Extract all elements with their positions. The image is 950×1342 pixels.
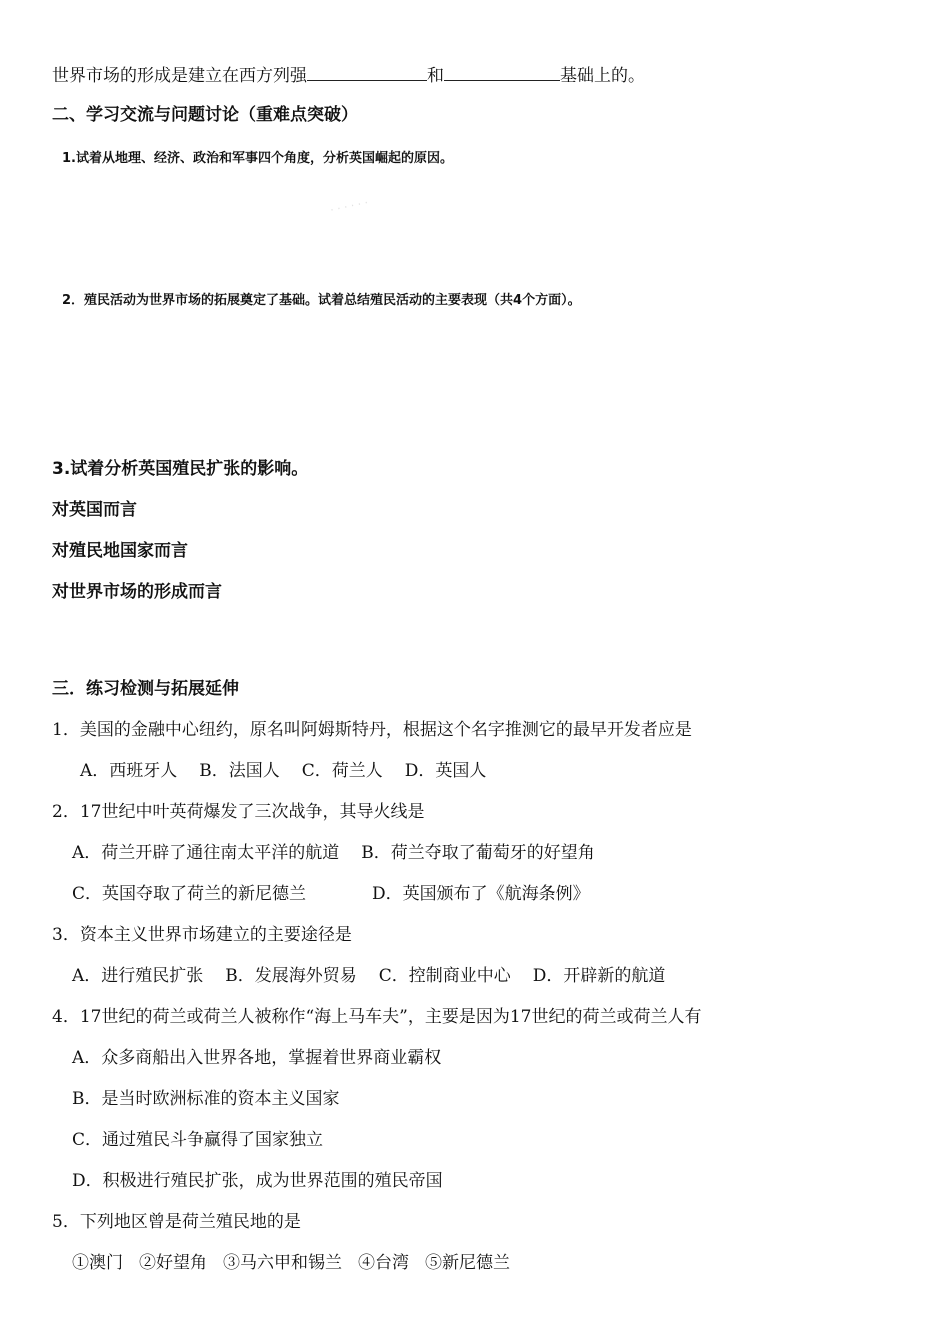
mcq-2-options-row2 <box>72 883 612 905</box>
mcq-4-option-d[interactable]: D．积极进行殖民扩张，成为世界范围的殖民帝国 <box>72 1171 443 1191</box>
mcq-1-options <box>80 760 508 782</box>
fill-in-suffix: 基础上的。 <box>560 66 645 86</box>
mcq-1-option-d[interactable]: D．英国人 <box>404 761 487 781</box>
mcq-5-choice-5: ⑤新尼德兰 <box>425 1253 510 1273</box>
mcq-5-choice-3: ③马六甲和锡兰 <box>223 1253 342 1273</box>
fill-in-middle: 和 <box>427 66 444 86</box>
mcq-4-stem: 4．17世纪的荷兰或荷兰人被称作“海上马车夫”，主要是因为17世纪的荷兰或荷兰人有 <box>52 1007 702 1027</box>
watermark-mark: · · · · · · <box>329 196 370 217</box>
question-3-text: 3.试着分析英国殖民扩张的影响。 <box>52 459 309 479</box>
fill-in-prefix: 世界市场的形成是建立在西方列强 <box>52 66 307 86</box>
mcq-3-option-c[interactable]: C．控制商业中心 <box>378 966 511 986</box>
mcq-5-choice-2: ②好望角 <box>139 1253 207 1273</box>
mcq-1-option-c[interactable]: C．荷兰人 <box>301 761 383 781</box>
mcq-4-option-a[interactable]: A．众多商船出入世界各地，掌握着世界商业霸权 <box>72 1048 442 1068</box>
mcq-3-option-a[interactable]: A．进行殖民扩张 <box>72 966 204 986</box>
mcq-2-option-b[interactable]: B．荷兰夺取了葡萄牙的好望角 <box>361 843 595 863</box>
section2-heading: 二、学习交流与问题讨论（重难点突破） <box>52 105 358 125</box>
mcq-5-stem: 5．下列地区曾是荷兰殖民地的是 <box>52 1212 301 1232</box>
q3-item-world-market: 对世界市场的形成而言 <box>52 582 222 602</box>
mcq-5-choice-1: ①澳门 <box>72 1253 123 1273</box>
q3-item-colonies: 对殖民地国家而言 <box>52 541 188 561</box>
mcq-5-choices <box>72 1252 532 1274</box>
mcq-5-choice-4: ④台湾 <box>358 1253 409 1273</box>
mcq-3-stem: 3．资本主义世界市场建立的主要途径是 <box>52 925 352 945</box>
fill-in-sentence <box>52 62 645 87</box>
mcq-2-option-d[interactable]: D．英国颁布了《航海条例》 <box>372 884 590 904</box>
mcq-2-option-a[interactable]: A．荷兰开辟了通往南太平洋的航道 <box>72 843 340 863</box>
answer-blank-1[interactable] <box>307 62 427 81</box>
q3-item-england: 对英国而言 <box>52 500 137 520</box>
question-1-text: 1.试着从地理、经济、政治和军事四个角度，分析英国崛起的原因。 <box>62 151 453 166</box>
mcq-3-options <box>72 965 687 987</box>
mcq-1-option-a[interactable]: A．西班牙人 <box>80 761 178 781</box>
mcq-3-option-b[interactable]: B．发展海外贸易 <box>225 966 357 986</box>
section3-heading: 三．练习检测与拓展延伸 <box>52 679 239 699</box>
mcq-4-option-c[interactable]: C．通过殖民斗争赢得了国家独立 <box>72 1130 324 1150</box>
mcq-2-options-row1 <box>72 842 617 864</box>
mcq-1-stem: 1．美国的金融中心纽约，原名叫阿姆斯特丹，根据这个名字推测它的最早开发者应是 <box>52 720 692 740</box>
mcq-2-stem: 2．17世纪中叶英荷爆发了三次战争，其导火线是 <box>52 802 425 822</box>
mcq-4-option-b[interactable]: B．是当时欧洲标准的资本主义国家 <box>72 1089 340 1109</box>
mcq-3-option-d[interactable]: D．开辟新的航道 <box>532 966 666 986</box>
answer-blank-2[interactable] <box>444 62 560 81</box>
mcq-1-option-b[interactable]: B．法国人 <box>199 761 280 781</box>
mcq-2-option-c[interactable]: C．英国夺取了荷兰的新尼德兰 <box>72 884 307 904</box>
question-2-text: 2．殖民活动为世界市场的拓展奠定了基础。试着总结殖民活动的主要表现（共4个方面）。 <box>62 293 581 308</box>
